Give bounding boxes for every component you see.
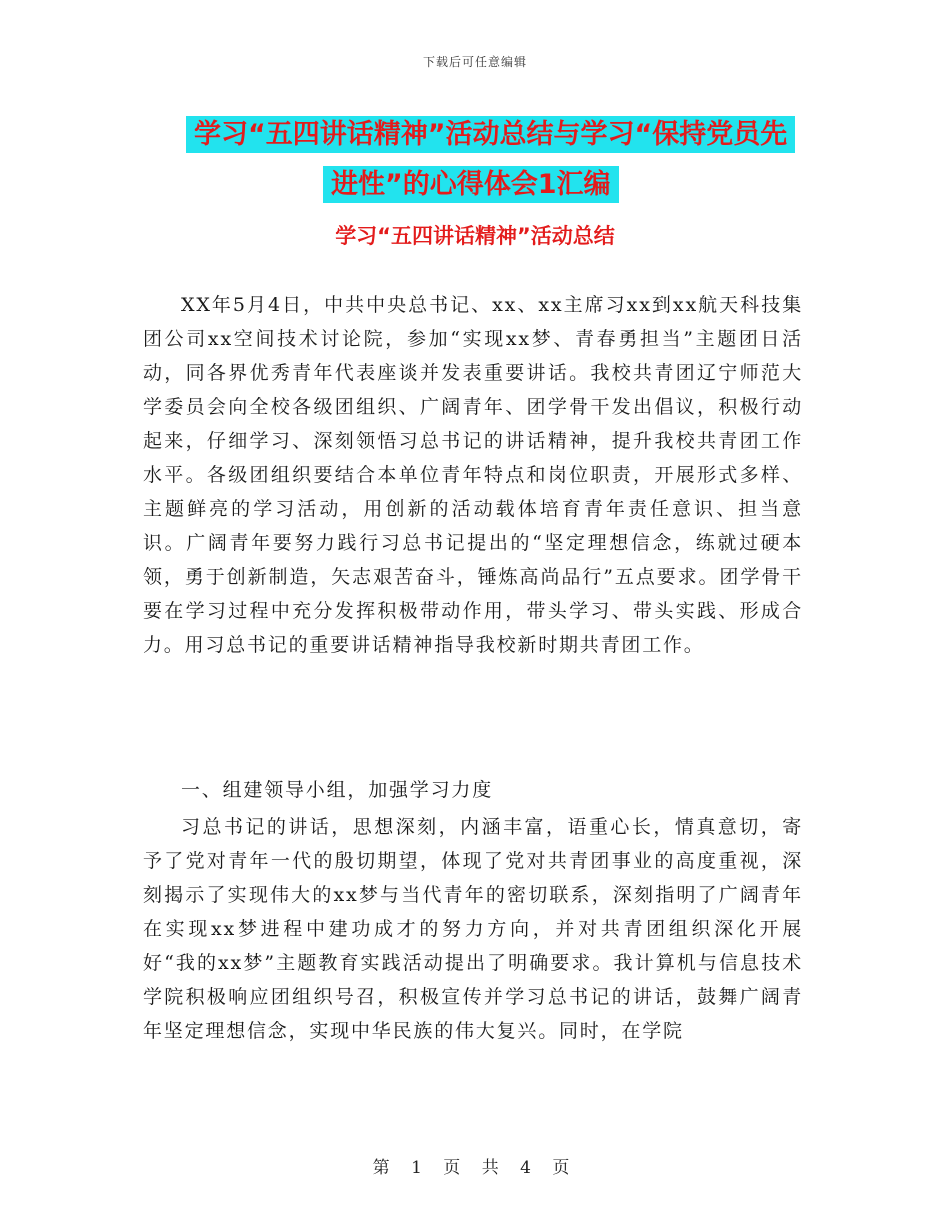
body-paragraph-1: XX年5月4日，中共中央总书记、xx、xx主席习xx到xx航天科技集团公司xx空间技术讨论院，参加“实现xx梦、青春勇担当”主题团日活动，同各界优秀青年代表座谈并发表重要讲话。我校共青团辽宁师范大学委员会向全校各级团组织、广阔青年、团学骨干发出倡议，积极行动起来，仔细学习、深刻领悟习总书记的讲话精神，提升我校共青团工作水平。各级团组织要结合本单位青年特点和岗位职责，开展形式多样、主题鲜亮的学习活动，用创新的活动载体培育青年责任意识、担当意识。广阔青年要努力践行习总书记提出的“坚定理想信念，练就过硬本领，勇于创新制造，矢志艰苦奋斗，锤炼高尚品行”五点要求。团学骨干要在学习过程中充分发挥积极带动作用，带头学习、带头实践、形成合力。用习总书记的重要讲话精神指导我校新时期共青团工作。 — [143, 294, 803, 656]
body-paragraph-2: 习总书记的讲话，思想深刻，内涵丰富，语重心长，情真意切，寄予了党对青年一代的殷切期望，体现了党对共青团事业的高度重视，深刻揭示了实现伟大的xx梦与当代青年的密切联系，深刻指明了广阔青年在实现xx梦进程中建功成才的努力方向，并对共青团组织深化开展好“我的xx梦”主题教育实践活动提出了明确要求。我计算机与信息技术学院积极响应团组织号召，积极宣传并学习总书记的讲话，鼓舞广阔青年坚定理想信念，实现中华民族的伟大复兴。同时，在学院 — [143, 816, 803, 1042]
title-line-1: 学习“五四讲话精神”活动总结与学习“保持党员先 — [186, 116, 795, 153]
page-header: 下载后可任意编辑 — [422, 55, 527, 69]
page-footer: 第 1 页 共 4 页 — [372, 1158, 578, 1178]
section-title: 学习“五四讲话精神”活动总结 — [335, 224, 615, 248]
title-line-2: 进性”的心得体会1汇编 — [323, 166, 619, 203]
document-title — [186, 110, 826, 210]
section-heading: 一、组建领导小组，加强学习力度 — [181, 779, 494, 801]
